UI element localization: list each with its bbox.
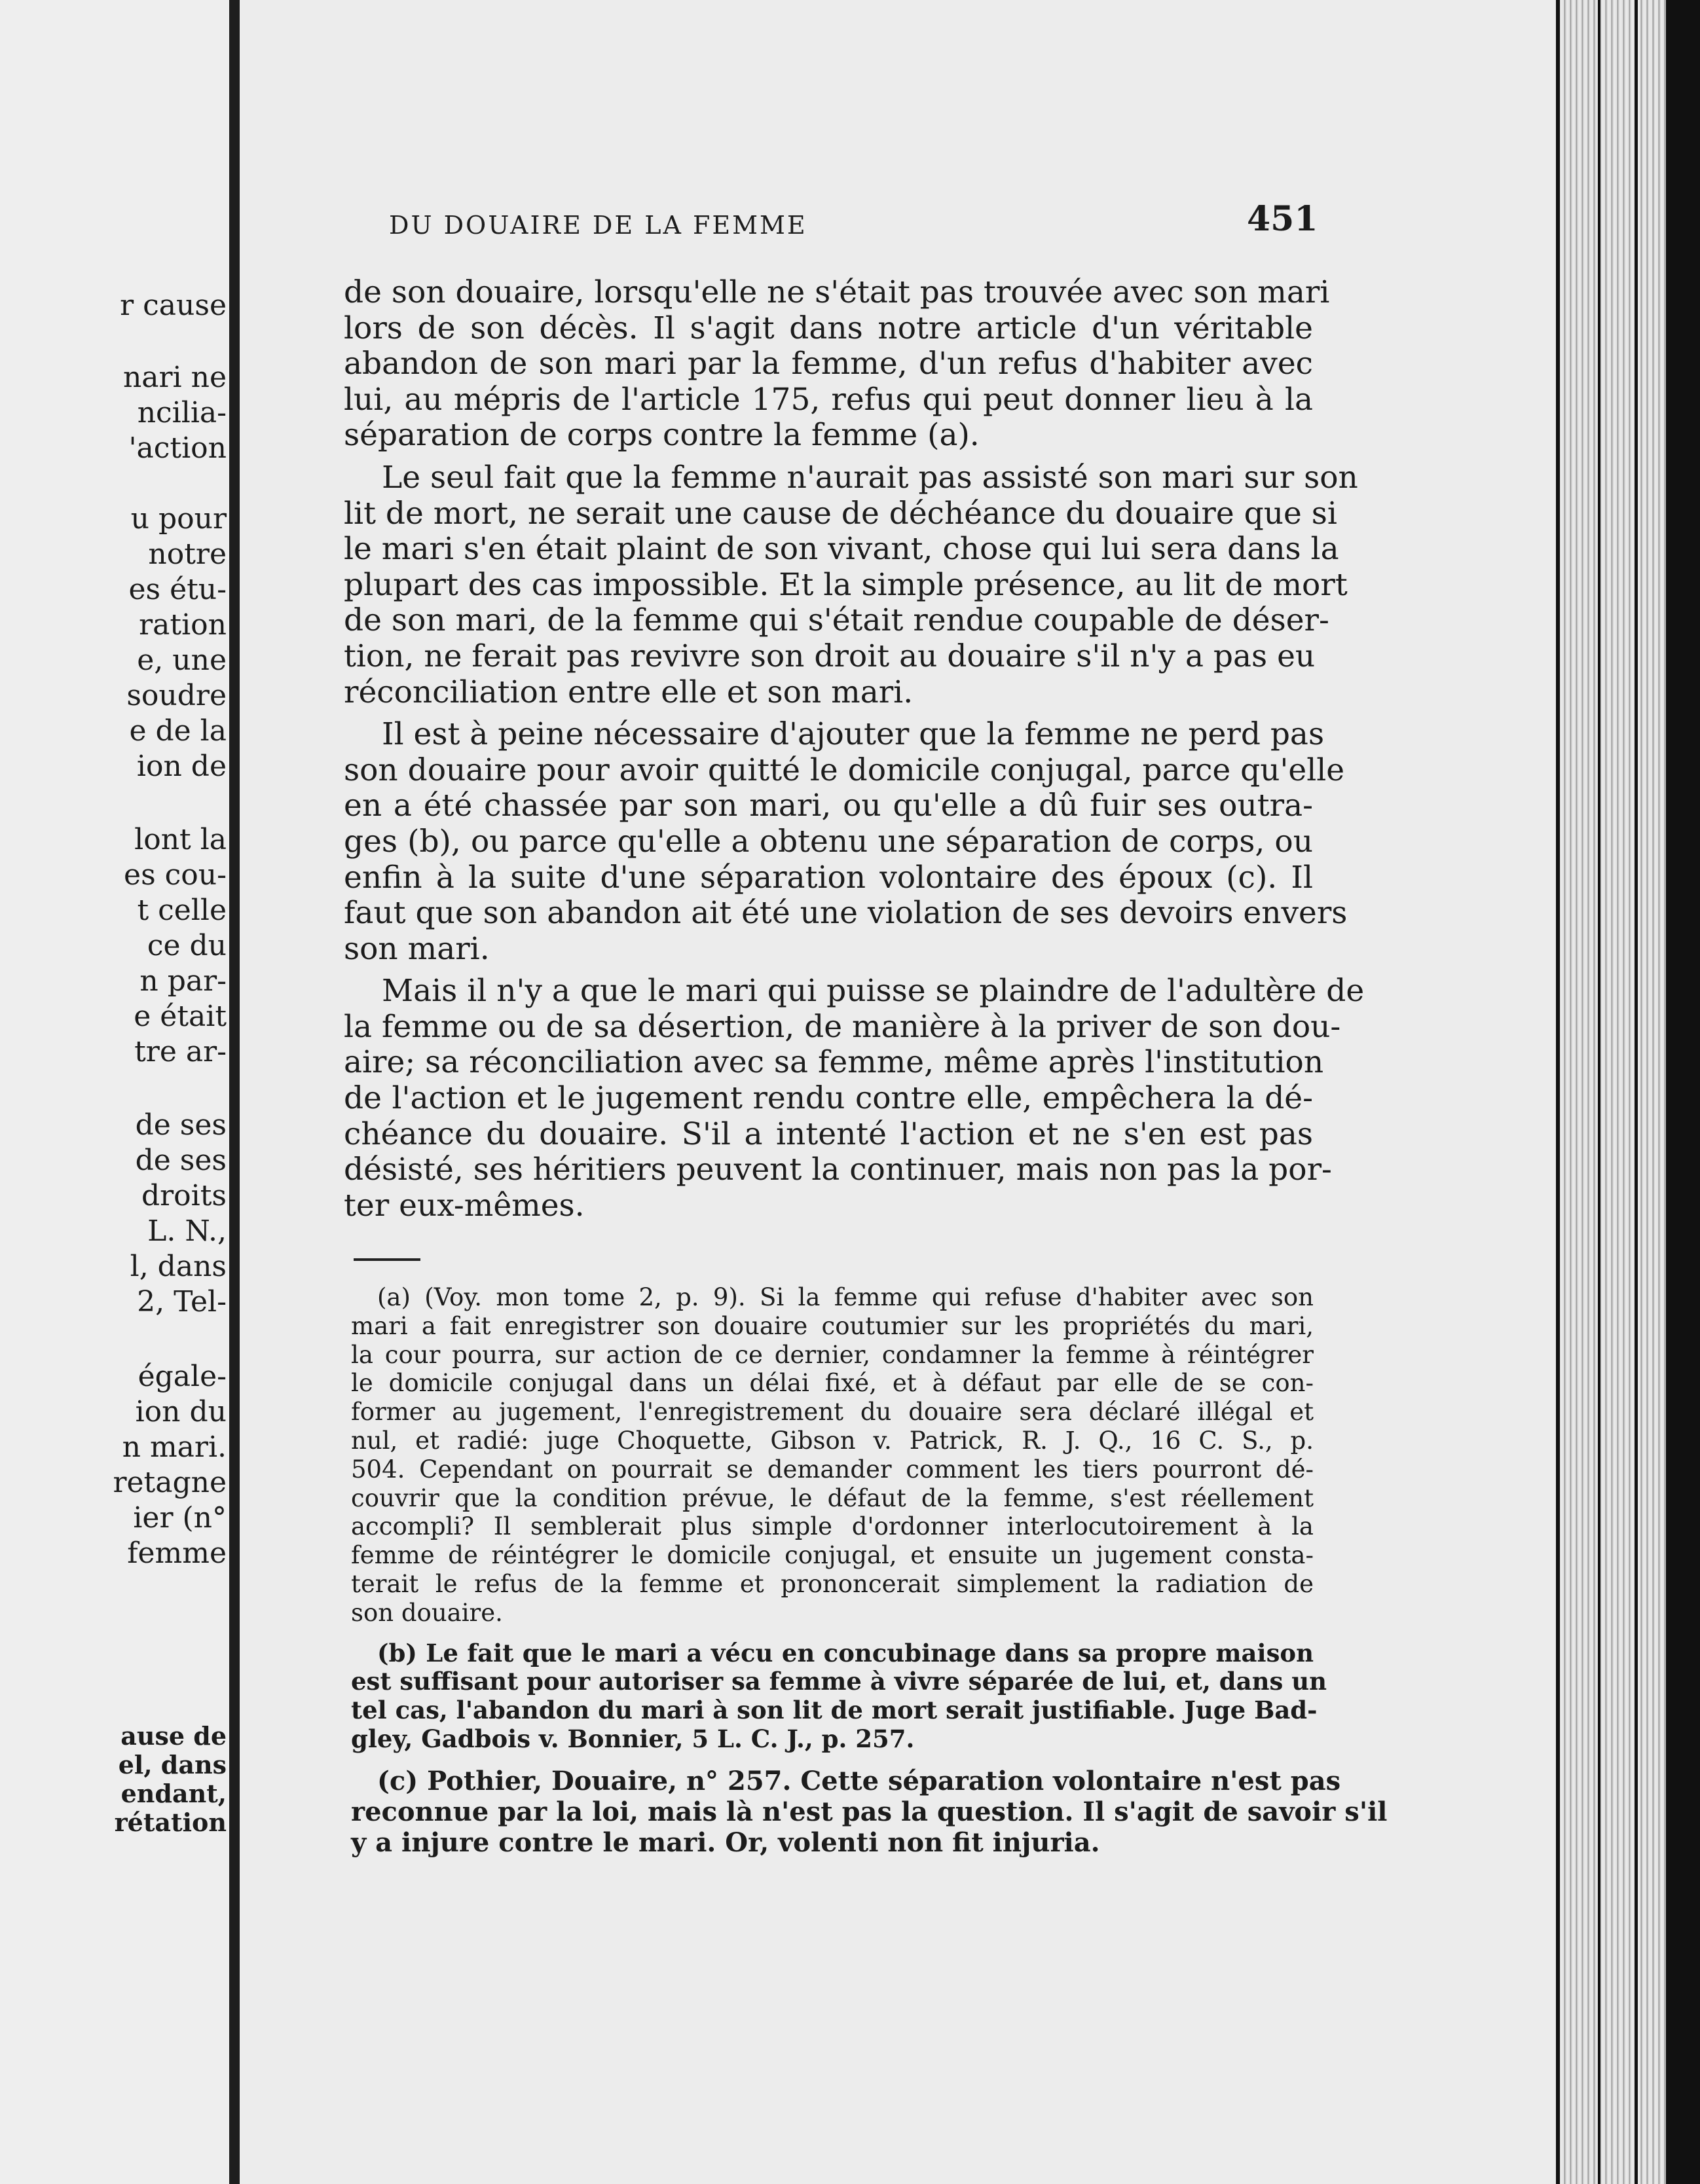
text-line: séparation de corps contre la femme (a).	[344, 417, 980, 454]
edge-shadow	[1556, 0, 1560, 2184]
left-text-fragment: ncilia-	[137, 396, 227, 429]
left-text-fragment: ion du	[135, 1395, 227, 1429]
footnote-line: accompli? Il semblerait plus simple d'ordonner interlocutoirement à la	[351, 1512, 1314, 1541]
text-line: faut que son abandon ait été une violation de ses devoirs envers	[344, 895, 1348, 932]
left-text-fragment: endant,	[120, 1779, 227, 1808]
footnote-line: mari a fait enregistrer son douaire coutumier sur les propriétés du mari,	[351, 1311, 1314, 1340]
left-text-fragment: 'action	[128, 431, 227, 465]
text-line: désisté, ses héritiers peuvent la continuer, mais non pas la por-	[344, 1152, 1332, 1188]
left-text-fragment: soudre	[126, 679, 227, 712]
footnote-line: y a injure contre le mari. Or, volenti non fit injuria.	[351, 1827, 1100, 1858]
left-text-fragment: retagne	[113, 1466, 227, 1499]
text-line: son douaire pour avoir quitté le domicile conjugal, parce qu'elle	[344, 752, 1345, 788]
left-facing-page	[0, 0, 229, 2184]
left-text-fragment: l, dans	[130, 1250, 227, 1283]
left-text-fragment: nari ne	[122, 361, 227, 394]
text-line: enfin à la suite d'une séparation volontaire des époux (c). Il	[344, 859, 1313, 896]
footnote-line: (b) Le fait que le mari a vécu en concubinage dans sa propre maison	[377, 1638, 1314, 1667]
left-text-fragment: égale-	[138, 1360, 227, 1393]
page-number: 451	[1247, 199, 1318, 239]
book-gutter	[229, 0, 240, 2184]
text-line: réconciliation entre elle et son mari.	[344, 674, 914, 710]
paragraph	[344, 274, 1330, 454]
left-text-fragment: e, une	[137, 644, 227, 677]
left-text-fragment: r cause	[120, 289, 227, 322]
left-text-fragment: L. N.,	[147, 1214, 227, 1248]
footnote-line: nul, et radié: juge Choquette, Gibson v. Patrick, R. J. Q., 16 C. S., p.	[351, 1426, 1314, 1455]
left-text-fragment: ration	[139, 608, 227, 642]
text-line: ter eux-mêmes.	[344, 1187, 585, 1224]
footnote-line: (c) Pothier, Douaire, n° 257. Cette séparation volontaire n'est pas	[377, 1765, 1341, 1796]
footnote-rule	[354, 1258, 420, 1261]
left-text-fragment: notre	[148, 537, 227, 571]
left-text-fragment: ause de	[120, 1721, 227, 1751]
left-text-fragment: de ses	[135, 1108, 227, 1142]
footnote-line: couvrir que la condition prévue, le défaut de la femme, s'est réellement	[351, 1483, 1314, 1512]
left-text-fragment: n mari.	[122, 1430, 227, 1464]
footnote-line: son douaire.	[351, 1598, 503, 1627]
text-line: lui, au mépris de l'article 175, refus qui peut donner lieu à la	[344, 381, 1313, 418]
left-text-fragment: de ses	[135, 1144, 227, 1177]
text-line: chéance du douaire. S'il a intenté l'action et ne s'en est pas	[344, 1116, 1313, 1152]
text-line: Il est à peine nécessaire d'ajouter que la femme ne perd pas	[382, 716, 1325, 753]
edge-shadow	[1598, 0, 1600, 2184]
left-text-fragment: femme	[127, 1537, 227, 1570]
footnote-line: gley, Gadbois v. Bonnier, 5 L. C. J., p. 257.	[351, 1724, 915, 1753]
footnote-b	[351, 1638, 1327, 1754]
left-text-fragment: ier (n°	[133, 1501, 227, 1535]
text-line: la femme ou de sa désertion, de manière à la priver de son dou-	[344, 1008, 1341, 1045]
footnote-c	[351, 1765, 1388, 1858]
footnote-line: tel cas, l'abandon du mari à son lit de mort serait justifiable. Juge Bad-	[351, 1696, 1318, 1725]
text-line: lors de son décès. Il s'agit dans notre article d'un véritable	[344, 310, 1313, 346]
text-line: de son mari, de la femme qui s'était rendue coupable de déser-	[344, 602, 1329, 639]
left-text-fragment: lont la	[134, 823, 227, 856]
footnote-line: reconnue par la loi, mais là n'est pas la question. Il s'agit de savoir s'il	[351, 1796, 1388, 1827]
footnote-line: femme de réintégrer le domicile conjugal, et ensuite un jugement consta-	[351, 1541, 1314, 1570]
footnote-line: (a) (Voy. mon tome 2, p. 9). Si la femme qui refuse d'habiter avec son	[377, 1283, 1314, 1311]
left-text-fragment: n par-	[139, 964, 227, 998]
running-head: DU DOUAIRE DE LA FEMME	[389, 211, 807, 240]
footnote-line: terait le refus de la femme et prononcerait simplement la radiation de	[351, 1569, 1314, 1598]
left-text-fragment: u pour	[130, 502, 227, 536]
paragraph	[344, 973, 1365, 1224]
left-text-fragment: es cou-	[124, 858, 227, 892]
text-line: ges (b), ou parce qu'elle a obtenu une séparation de corps, ou	[344, 823, 1313, 860]
paragraph	[344, 716, 1348, 967]
body-text	[344, 274, 1365, 1224]
text-line: abandon de son mari par la femme, d'un refus d'habiter avec	[344, 346, 1313, 382]
left-text-fragment: e était	[134, 1000, 227, 1033]
text-line: plupart des cas impossible. Et la simple présence, au lit de mort	[344, 566, 1348, 603]
paragraph	[344, 459, 1358, 710]
footnote-line: 504. Cependant on pourrait se demander comment les tiers pourront dé-	[351, 1455, 1314, 1483]
text-line: Mais il n'y a que le mari qui puisse se plaindre de l'adultère de	[382, 973, 1365, 1010]
text-line: de son douaire, lorsqu'elle ne s'était pas trouvée avec son mari	[344, 274, 1330, 310]
footnote-a	[351, 1283, 1314, 1628]
left-text-fragment: 2, Tel-	[137, 1285, 227, 1319]
left-text-fragment: t celle	[137, 894, 227, 927]
page-edges	[1556, 0, 1700, 2184]
text-line: de l'action et le jugement rendu contre elle, empêchera la dé-	[344, 1080, 1313, 1117]
edge-shadow	[1635, 0, 1638, 2184]
text-line: en a été chassée par son mari, ou qu'elle a dû fuir ses outra-	[344, 788, 1313, 824]
left-text-fragment: el, dans	[118, 1750, 227, 1779]
left-text-fragment: rétation	[114, 1808, 227, 1837]
left-text-fragment: ion de	[136, 750, 227, 783]
footnote-line: le domicile conjugal dans un délai fixé, et à défaut par elle de se con-	[351, 1369, 1314, 1398]
edge-shadow	[1666, 0, 1700, 2184]
text-line: tion, ne ferait pas revivre son droit au douaire s'il n'y a pas eu	[344, 638, 1316, 674]
footnote-line: la cour pourra, sur action de ce dernier, condamner la femme à réintégrer	[351, 1340, 1314, 1369]
text-line: son mari.	[344, 930, 490, 967]
left-text-fragment: ce du	[147, 929, 227, 962]
text-line: le mari s'en était plaint de son vivant, chose qui lui sera dans la	[344, 531, 1339, 568]
text-line: aire; sa réconciliation avec sa femme, même après l'institution	[344, 1044, 1324, 1081]
footnote-line: est suffisant pour autoriser sa femme à vivre séparée de lui, et, dans un	[351, 1667, 1327, 1696]
text-line: Le seul fait que la femme n'aurait pas assisté son mari sur son	[382, 459, 1358, 496]
left-text-fragment: droits	[141, 1179, 227, 1212]
left-text-fragment: es étu-	[128, 573, 227, 606]
footnotes	[351, 1283, 1388, 1858]
footnote-line: former au jugement, l'enregistrement du douaire sera déclaré illégal et	[351, 1398, 1314, 1427]
left-text-fragment: e de la	[129, 714, 227, 748]
text-line: lit de mort, ne serait une cause de déchéance du douaire que si	[344, 495, 1337, 532]
left-text-fragment: tre ar-	[134, 1035, 227, 1068]
